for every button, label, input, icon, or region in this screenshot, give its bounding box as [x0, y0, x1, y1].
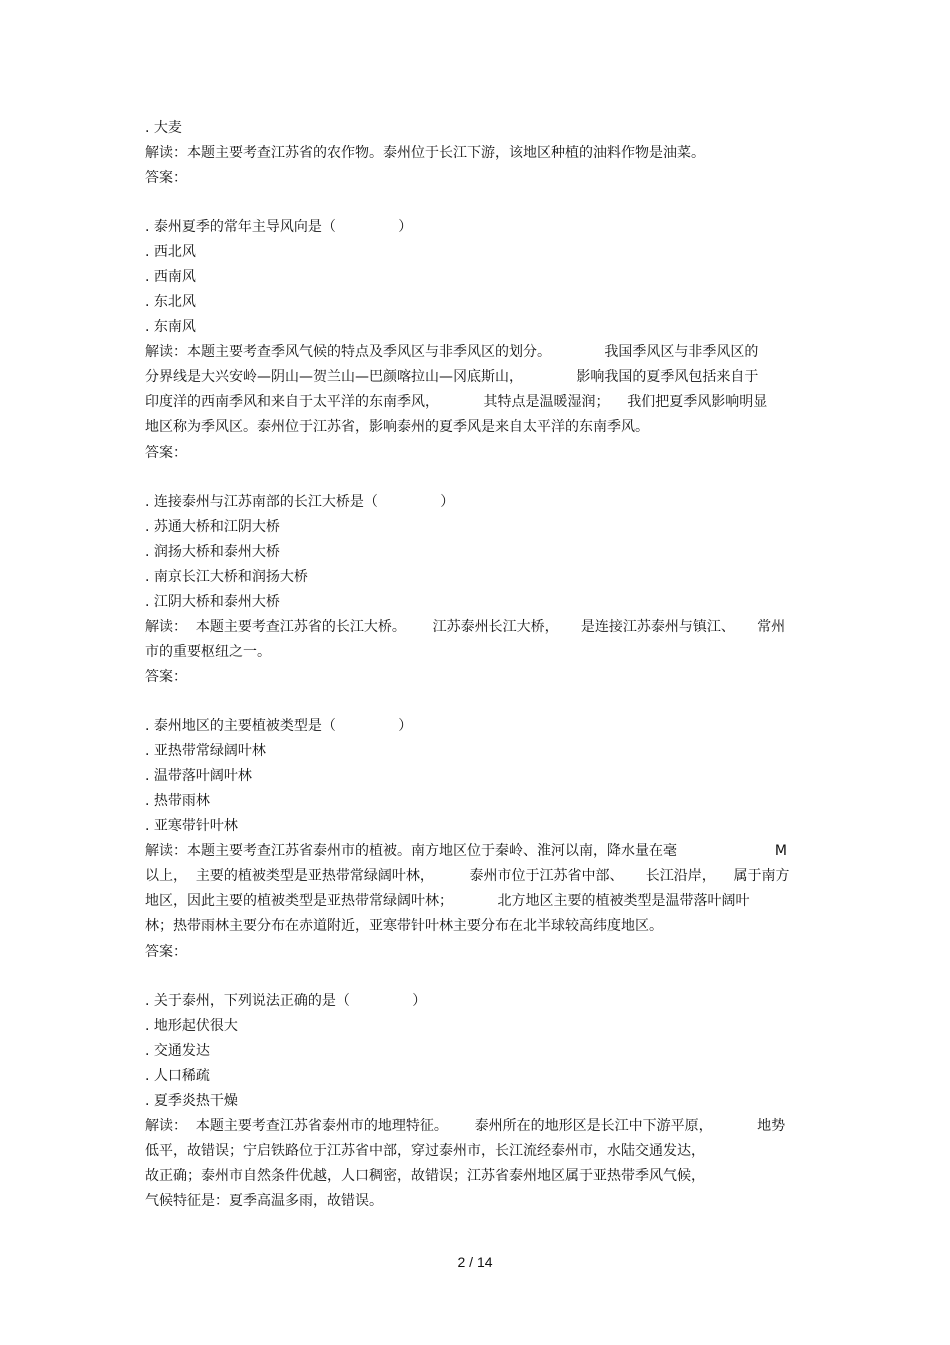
option-c: . 东北风 — [145, 294, 196, 310]
explanation-line: 解读： 本题主要考查江苏省泰州市的地理特征。 泰州所在的地形区是长江中下游平原， 地势 — [145, 1118, 786, 1134]
option-d: . 夏季炎热干燥 — [145, 1093, 238, 1109]
explanation-line: 低平，故错误；宁启铁路位于江苏省中部，穿过泰州市，长江流经泰州市，水陆交通发达， — [145, 1143, 705, 1159]
explanation-line: 地区，因此主要的植被类型是亚热带常绿阔叶林； 北方地区主要的植被类型是温带落叶阔叶 — [145, 893, 750, 909]
option-b: . 润扬大桥和泰州大桥 — [145, 544, 280, 560]
option-b: . 西南风 — [145, 269, 196, 285]
option-d: . 东南风 — [145, 319, 196, 335]
explanation-line: 故正确；泰州市自然条件优越，人口稠密，故错误；江苏省泰州地区属于亚热带季风气候， — [145, 1168, 705, 1184]
option-d: . 大麦 — [145, 120, 182, 136]
option-a: . 亚热带常绿阔叶林 — [145, 743, 266, 759]
explanation-line: 以上， 主要的植被类型是亚热带常绿阔叶林， 泰州市位于江苏省中部、 长江沿岸， 属于南方 — [145, 868, 790, 884]
page-number: 2 / 14 — [457, 1254, 493, 1270]
explanation-line: 气候特征是：夏季高温多雨，故错误。 — [145, 1193, 383, 1209]
answer-label: 答案： — [145, 445, 187, 461]
explanation-line: 林；热带雨林主要分布在赤道附近，亚寒带针叶林主要分布在北半球较高纬度地区。 — [145, 918, 663, 934]
option-c: . 南京长江大桥和润扬大桥 — [145, 569, 308, 585]
option-d: . 亚寒带针叶林 — [145, 818, 238, 834]
explanation-line: 解读：本题主要考查季风气候的特点及季风区与非季风区的划分。 我国季风区与非季风区的 — [145, 344, 759, 360]
explanation-line: 解读： 本题主要考查江苏省的长江大桥。 江苏泰州长江大桥， 是连接江苏泰州与镇江、 常州 — [145, 619, 786, 635]
explanation-text: 解读：本题主要考查江苏省的农作物。泰州位于长江下游，该地区种植的油料作物是油菜。 — [145, 145, 705, 161]
question-stem: . 泰州夏季的常年主导风向是（ ） — [145, 219, 413, 235]
option-a: . 地形起伏很大 — [145, 1018, 238, 1034]
option-b: . 交通发达 — [145, 1043, 210, 1059]
option-a: . 苏通大桥和江阴大桥 — [145, 519, 280, 535]
answer-label: 答案： — [145, 669, 187, 685]
question-stem: . 关于泰州，下列说法正确的是（ ） — [145, 993, 427, 1009]
option-d: . 江阴大桥和泰州大桥 — [145, 594, 280, 610]
option-a: . 西北风 — [145, 244, 196, 260]
explanation-line: 印度洋的西南季风和来自于太平洋的东南季风， 其特点是温暖湿润； 我们把夏季风影响明显 — [145, 394, 768, 410]
option-c: . 热带雨林 — [145, 793, 210, 809]
question-stem: . 泰州地区的主要植被类型是（ ） — [145, 718, 413, 734]
explanation-line: 分界线是大兴安岭—阴山—贺兰山—巴颜喀拉山—冈底斯山， 影响我国的夏季风包括来自于 — [145, 369, 759, 385]
answer-label: 答案： — [145, 170, 187, 186]
explanation-line: 市的重要枢纽之一。 — [145, 644, 271, 660]
explanation-line: 解读：本题主要考查江苏省泰州市的植被。南方地区位于秦岭、淮河以南，降水量在毫 M — [145, 843, 787, 859]
option-c: . 人口稀疏 — [145, 1068, 210, 1084]
option-b: . 温带落叶阔叶林 — [145, 768, 252, 784]
explanation-line: 地区称为季风区。泰州位于江苏省，影响泰州的夏季风是来自太平洋的东南季风。 — [145, 419, 649, 435]
answer-label: 答案： — [145, 944, 187, 960]
question-stem: . 连接泰州与江苏南部的长江大桥是（ ） — [145, 494, 455, 510]
